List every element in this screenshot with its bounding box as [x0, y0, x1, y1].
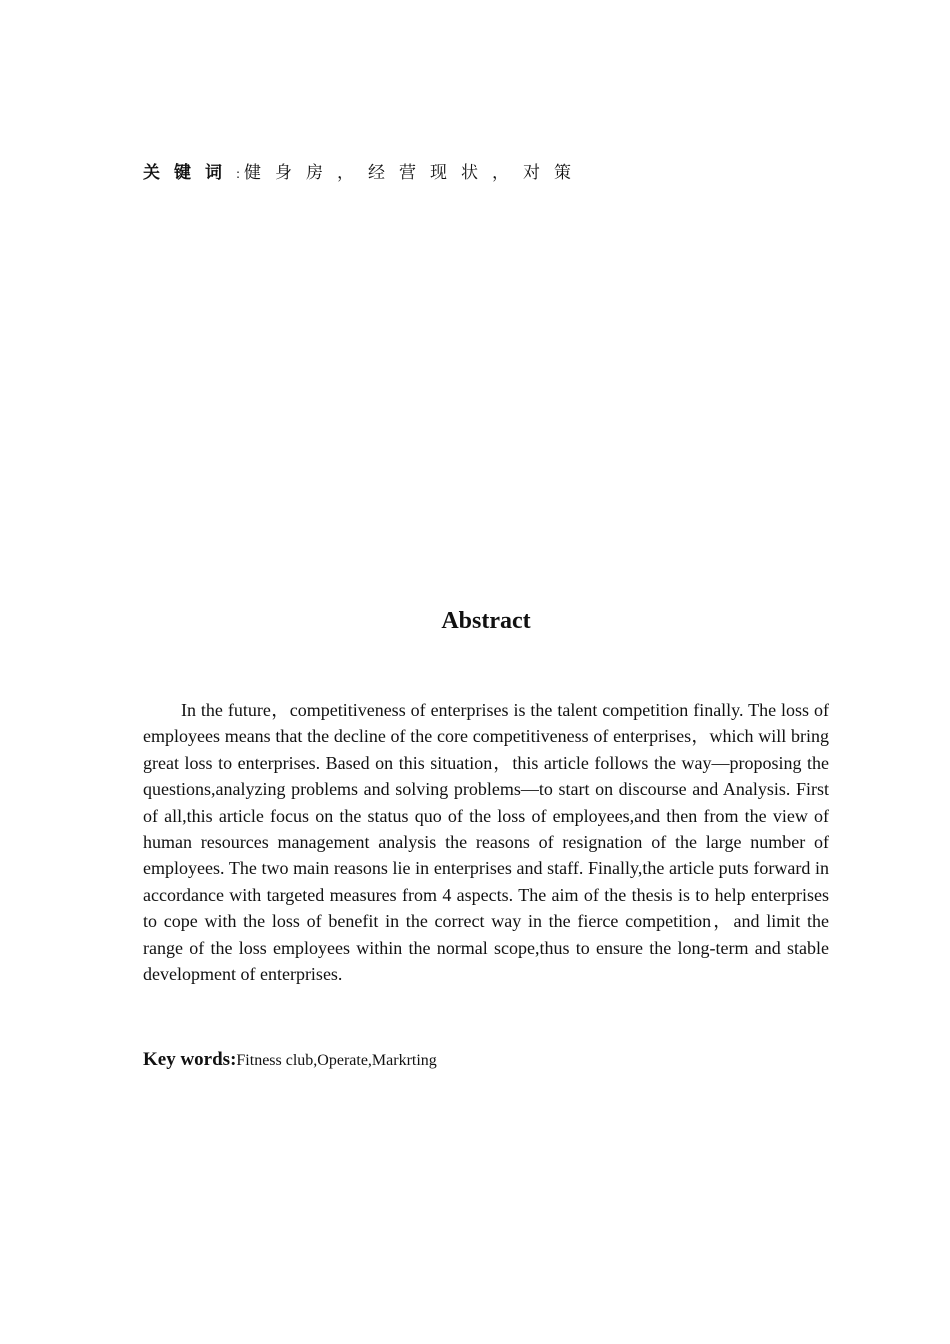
chinese-keywords-colon: : [236, 167, 245, 181]
chinese-keywords-line [143, 158, 585, 183]
abstract-heading: Abstract [441, 608, 531, 634]
english-keywords-line [143, 1049, 437, 1071]
chinese-keywords-label: 关键词 [143, 163, 236, 183]
english-keywords-label: Key words: [143, 1049, 237, 1070]
chinese-keywords-value: 健身房，经营现状，对策 [244, 163, 586, 183]
english-keywords-value: Fitness club,Operate,Markrting [236, 1052, 437, 1069]
abstract-paragraph: In the future，competitiveness of enterprises is the talent competition finally. The loss of employees means that the decline of the core competitiveness of enterprises，which will bring great loss to enterprises. Based on this situation，this article follows the way—proposing the questions,analyzing problems and solving problems—to start on discourse and Analysis. First of all,this article focus on the status quo of the loss of employees,and then from the view of human resources management analysis the reasons of resignation of the large number of employees. The two main reasons lie in enterprises and staff. Finally,the article puts forward in accordance with targeted measures from 4 aspects. The aim of the thesis is to help enterprises to cope with the loss of benefit in the correct way in the fierce competition，and limit the range of the loss employees within the normal scope,thus to ensure the long-term and stable development of enterprises. [143, 700, 829, 985]
